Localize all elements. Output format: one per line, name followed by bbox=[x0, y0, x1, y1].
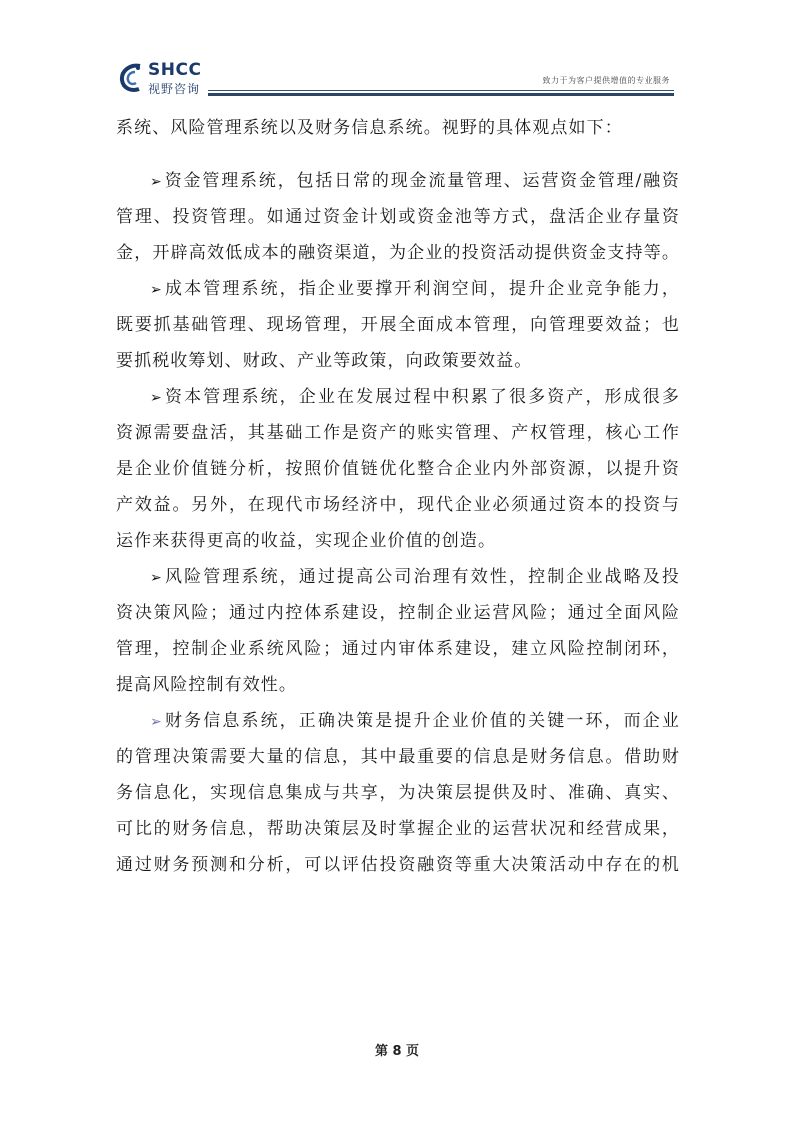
logo-text-en: SHCC bbox=[148, 60, 202, 80]
bullet-text: 资本管理系统，企业在发展过程中积累了很多资产，形成很多 bbox=[164, 387, 680, 407]
bullet-line bbox=[116, 711, 680, 731]
header-slogan: 致力于为客户提供增值的专业服务 bbox=[542, 76, 670, 85]
bullet-arrow-icon: ➢ bbox=[150, 390, 163, 406]
text-line: 既要抓基础管理、现场管理，开展全面成本管理，向管理要效益；也 bbox=[116, 315, 680, 335]
bullet-text: 成本管理系统，指企业要撑开利润空间，提升企业竞争能力， bbox=[164, 279, 680, 299]
page-header bbox=[114, 56, 674, 98]
text-line: 务信息化，实现信息集成与共享，为决策层提供及时、准确、真实、 bbox=[116, 783, 680, 803]
text-line: 运作来获得更高的收益，实现企业价值的创造。 bbox=[116, 531, 497, 551]
page-number: 第 8 页 bbox=[374, 1044, 420, 1059]
text-line: 的管理决策需要大量的信息，其中最重要的信息是财务信息。借助财 bbox=[116, 747, 680, 767]
bullet-text: 财务信息系统，正确决策是提升企业价值的关键一环，而企业 bbox=[164, 711, 680, 731]
bullet-line bbox=[116, 171, 680, 191]
shcc-logo-icon bbox=[118, 62, 144, 94]
company-logo bbox=[114, 56, 214, 98]
header-rule-thick bbox=[208, 93, 674, 96]
document-body bbox=[116, 118, 680, 891]
bullet-text: 风险管理系统，通过提高公司治理有效性，控制企业战略及投 bbox=[164, 567, 680, 587]
bullet-arrow-icon: ➢ bbox=[150, 282, 163, 298]
text-line: 是企业价值链分析，按照价值链优化整合企业内外部资源，以提升资 bbox=[116, 459, 680, 479]
bullet-arrow-icon: ➢ bbox=[150, 714, 163, 730]
text-line: 可比的财务信息，帮助决策层及时掌握企业的运营状况和经营成果， bbox=[116, 819, 680, 839]
text-line: 资决策风险；通过内控体系建设，控制企业运营风险；通过全面风险 bbox=[116, 603, 680, 623]
bullet-arrow-icon: ➢ bbox=[150, 174, 163, 190]
bullet-line bbox=[116, 279, 680, 299]
text-line: 系统、风险管理系统以及财务信息系统。视野的具体观点如下： bbox=[116, 118, 623, 138]
paragraph-gap bbox=[116, 154, 680, 171]
header-rule-thin bbox=[208, 90, 674, 91]
bullet-line bbox=[116, 567, 680, 587]
bullet-text: 资金管理系统，包括日常的现金流量管理、运营资金管理/融资 bbox=[164, 171, 680, 191]
text-line: 通过财务预测和分析，可以评估投资融资等重大决策活动中存在的机 bbox=[116, 855, 680, 875]
text-line: 要抓税收筹划、财政、产业等政策，向政策要效益。 bbox=[116, 351, 533, 371]
text-line: 提高风险控制有效性。 bbox=[116, 675, 297, 695]
bullet-line bbox=[116, 387, 680, 407]
text-line: 金，开辟高效低成本的融资渠道，为企业的投资活动提供资金支持等。 bbox=[116, 243, 680, 263]
text-line: 资源需要盘活，其基础工作是资产的账实管理、产权管理，核心工作 bbox=[116, 423, 680, 443]
text-line: 管理，控制企业系统风险；通过内审体系建设，建立风险控制闭环， bbox=[116, 639, 680, 659]
text-line: 管理、投资管理。如通过资金计划或资金池等方式，盘活企业存量资 bbox=[116, 207, 680, 227]
text-line: 产效益。另外，在现代市场经济中，现代企业必须通过资本的投资与 bbox=[116, 495, 680, 515]
logo-text-cn: 视野咨询 bbox=[148, 82, 201, 96]
bullet-arrow-icon: ➢ bbox=[150, 570, 163, 586]
